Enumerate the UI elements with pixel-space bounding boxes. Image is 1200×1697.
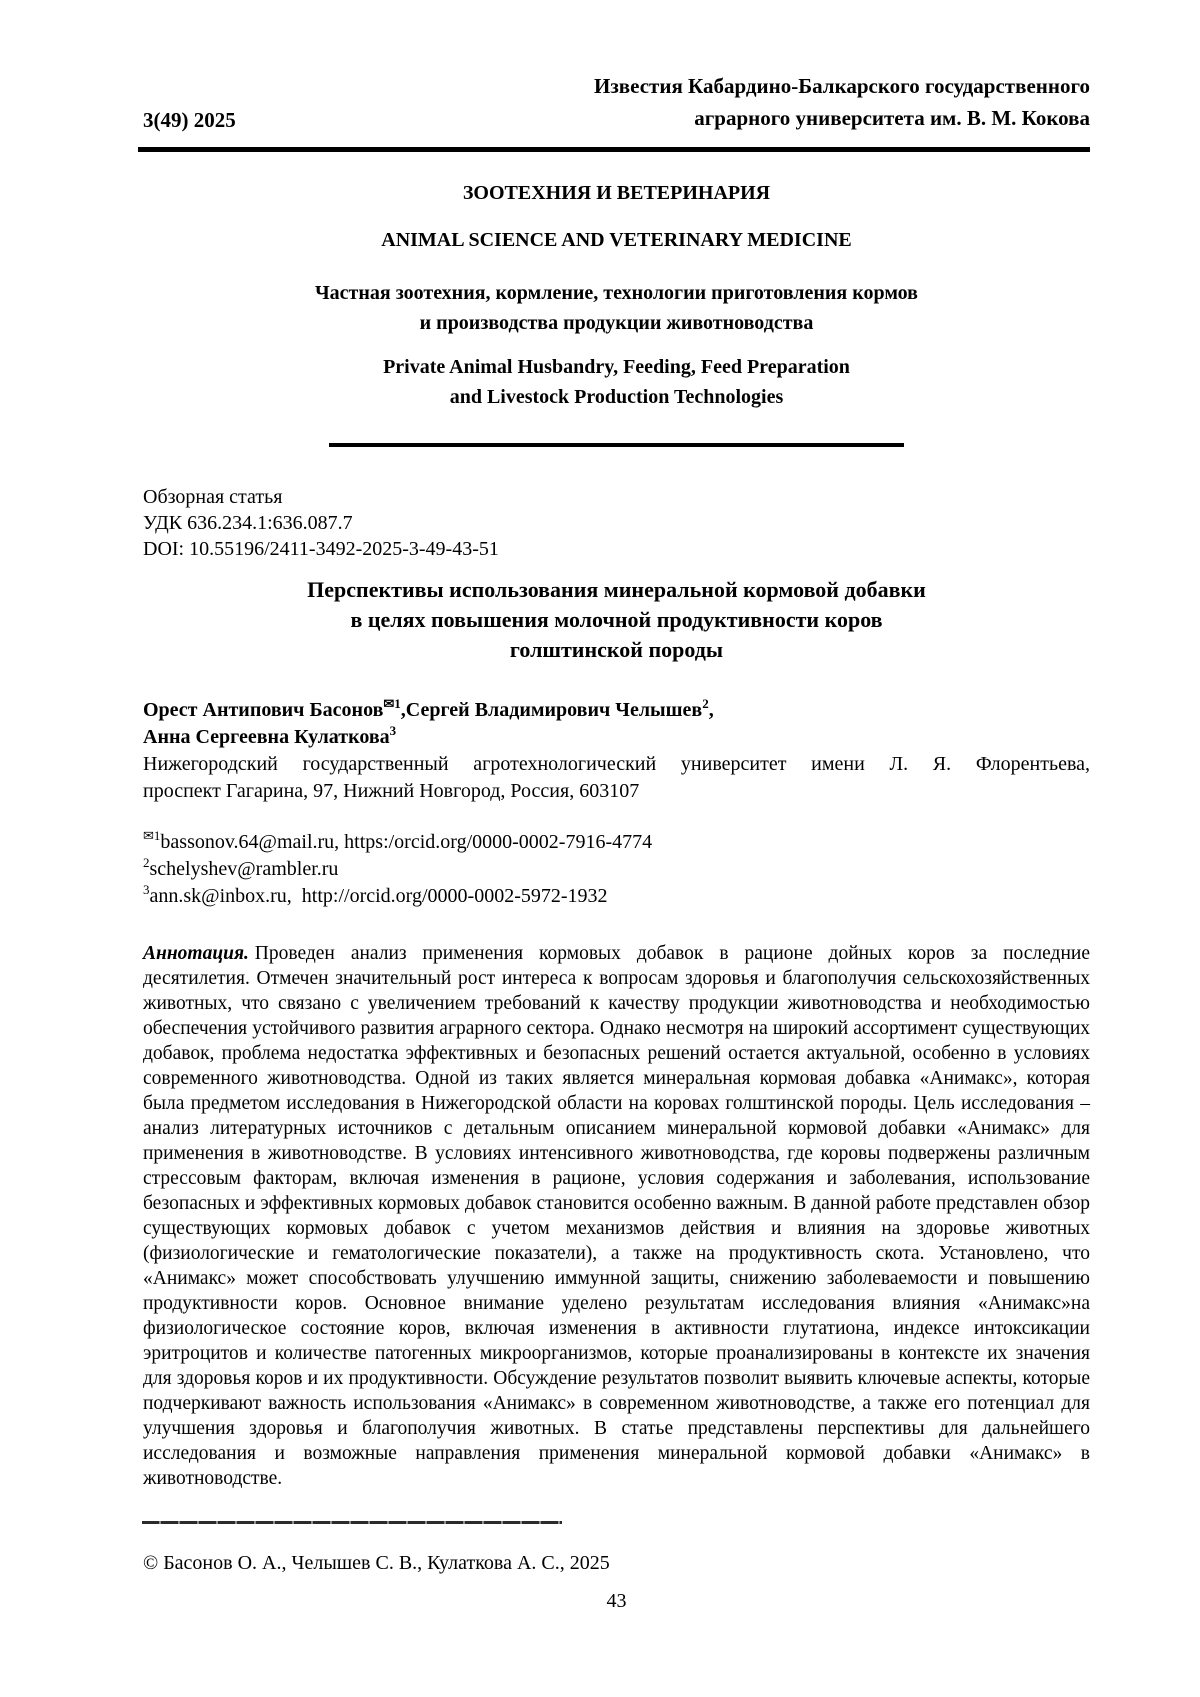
contact-line-3 <box>143 883 1090 910</box>
authors-line1 <box>143 697 1090 724</box>
article-title-line3: голштинской породы <box>509 637 724 662</box>
contacts-block <box>143 829 1090 910</box>
section-heading-en: ANIMAL SCIENCE AND VETERINARY MEDICINE <box>381 229 852 251</box>
page-header <box>143 70 1090 134</box>
copyright-line: © Басонов О. А., Челышев С. В., Кулаткова А. С., 2025 <box>143 1552 610 1574</box>
journal-name <box>594 70 1090 134</box>
article-title <box>143 575 1090 665</box>
contact-1-email-orcid: bassonov.64@mail.ru, https:/orcid.org/0000-0002-7916-4774 <box>160 831 653 853</box>
subsection-en-line1: Private Animal Husbandry, Feeding, Feed Preparation <box>383 356 850 378</box>
authors-block <box>143 697 1090 751</box>
article-type: Обзорная статья <box>143 486 283 508</box>
article-udc: УДК 636.234.1:636.087.7 <box>143 512 353 534</box>
contact-2-marker: 2 <box>143 855 150 870</box>
abstract-paragraph <box>143 941 1090 1491</box>
journal-name-line1: Известия Кабардино-Балкарского государственного <box>594 74 1090 98</box>
author-1-name: Орест Антипович Басонов <box>143 699 384 721</box>
page-number: 43 <box>606 1590 627 1612</box>
subsection-heading-en <box>143 352 1090 412</box>
author-separator: , <box>400 699 406 721</box>
issue-number: 3(49) 2025 <box>143 108 236 132</box>
header-rule <box>138 147 1090 152</box>
section-divider-rule <box>329 443 904 447</box>
author-separator: , <box>708 699 714 721</box>
affiliation-line2: проспект Гагарина, 97, Нижний Новгород, Россия, 603107 <box>143 780 640 802</box>
subsection-en-line2: and Livestock Production Technologies <box>449 386 784 408</box>
author-2-name: Сергей Владимирович Челышев <box>405 699 703 721</box>
contact-3-marker: 3 <box>143 882 150 897</box>
article-meta <box>143 484 1090 562</box>
authors-line2 <box>143 724 1090 751</box>
author-3-marker: 3 <box>389 723 397 738</box>
abstract-label: Аннотация. <box>143 943 249 964</box>
article-title-line1: Перспективы использования минеральной кормовой добавки <box>307 577 926 602</box>
affiliation-block <box>143 751 1090 805</box>
article-title-line2: в целях повышения молочной продуктивности коров <box>350 607 883 632</box>
subsection-ru-line2: и производства продукции животноводства <box>419 312 814 334</box>
author-1-envelope-icon-marker: ✉1 <box>383 696 401 711</box>
article-doi: DOI: 10.55196/2411-3492-2025-3-49-43-51 <box>143 538 499 560</box>
author-2-marker: 2 <box>702 696 709 711</box>
contact-line-1 <box>143 829 1090 856</box>
section-heading-ru: ЗООТЕХНИЯ И ВЕТЕРИНАРИЯ <box>462 182 771 204</box>
journal-name-line2: аграрного университета им. В. М. Кокова <box>694 106 1090 130</box>
contact-2-email: schelyshev@rambler.ru <box>149 858 339 880</box>
subsection-heading-ru <box>143 278 1090 338</box>
contact-3-email-orcid: ann.sk@inbox.ru, http://orcid.org/0000-0002-5972-1932 <box>149 885 608 907</box>
contact-line-2 <box>143 856 1090 883</box>
footnote-rule <box>142 1521 562 1524</box>
affiliation-line1: Нижегородский государственный агротехнологический университет имени Л. Я. Флорентьева, <box>143 753 1090 775</box>
envelope-icon: ✉1 <box>143 828 161 843</box>
author-3-name: Анна Сергеевна Кулаткова <box>143 726 390 748</box>
abstract-text: Проведен анализ применения кормовых добавок в рационе дойных коров за последние десятилетия. Отмечен значительный рост интереса к вопросам здоровья и благополучия сельскохозяйственных животных, что связано с увеличением требований к качеству продукции животноводства и необходимостью обеспечения устойчивого развития аграрного сектора. Однако несмотря на широкий ассортимент существующих добавок, проблема недостатка эффективных и безопасных решений остается актуальной, особенно в условиях современного животноводства. Одной из таких является минеральная кормовая добавка «Анимакс», которая была предметом исследования в Нижегородской области на коровах голштинской породы. Цель исследования – анализ литературных источников с детальным описанием минеральной кормовой добавки «Анимакс» для применения в животноводстве. В условиях интенсивного животноводства, где коровы подвержены различным стрессовым факторам, включая изменения в рационе, условия содержания и заболевания, использование безопасных и эффективных кормовых добавок становится особенно важным. В данной работе представлен обзор существующих кормовых добавок с учетом механизмов действия и влияния на здоровье животных (физиологические и гематологические показатели), а также на продуктивность скота. Установлено, что «Анимакс» может способствовать улучшению иммунной защиты, снижению заболеваемости и повышению продуктивности коров. Основное внимание уделено результатам исследования влияния «Анимакс»на физиологическое состояние коров, включая изменения в активности глутатиона, индексе интоксикации эритроцитов и количестве патогенных микроорганизмов, которые проанализированы в контексте их значения для здоровья коров и их продуктивности. Обсуждение результатов позволит выявить ключевые аспекты, которые подчеркивают важность использования «Анимакс» в современном животноводстве, а также его потенциал для улучшения здоровья и благополучия животных. В статье представлены перспективы для дальнейшего исследования и возможные направления применения минеральной кормовой добавки «Анимакс» в животноводстве. <box>143 943 1090 1489</box>
subsection-ru-line1: Частная зоотехния, кормление, технологии приготовления кормов <box>315 282 918 304</box>
